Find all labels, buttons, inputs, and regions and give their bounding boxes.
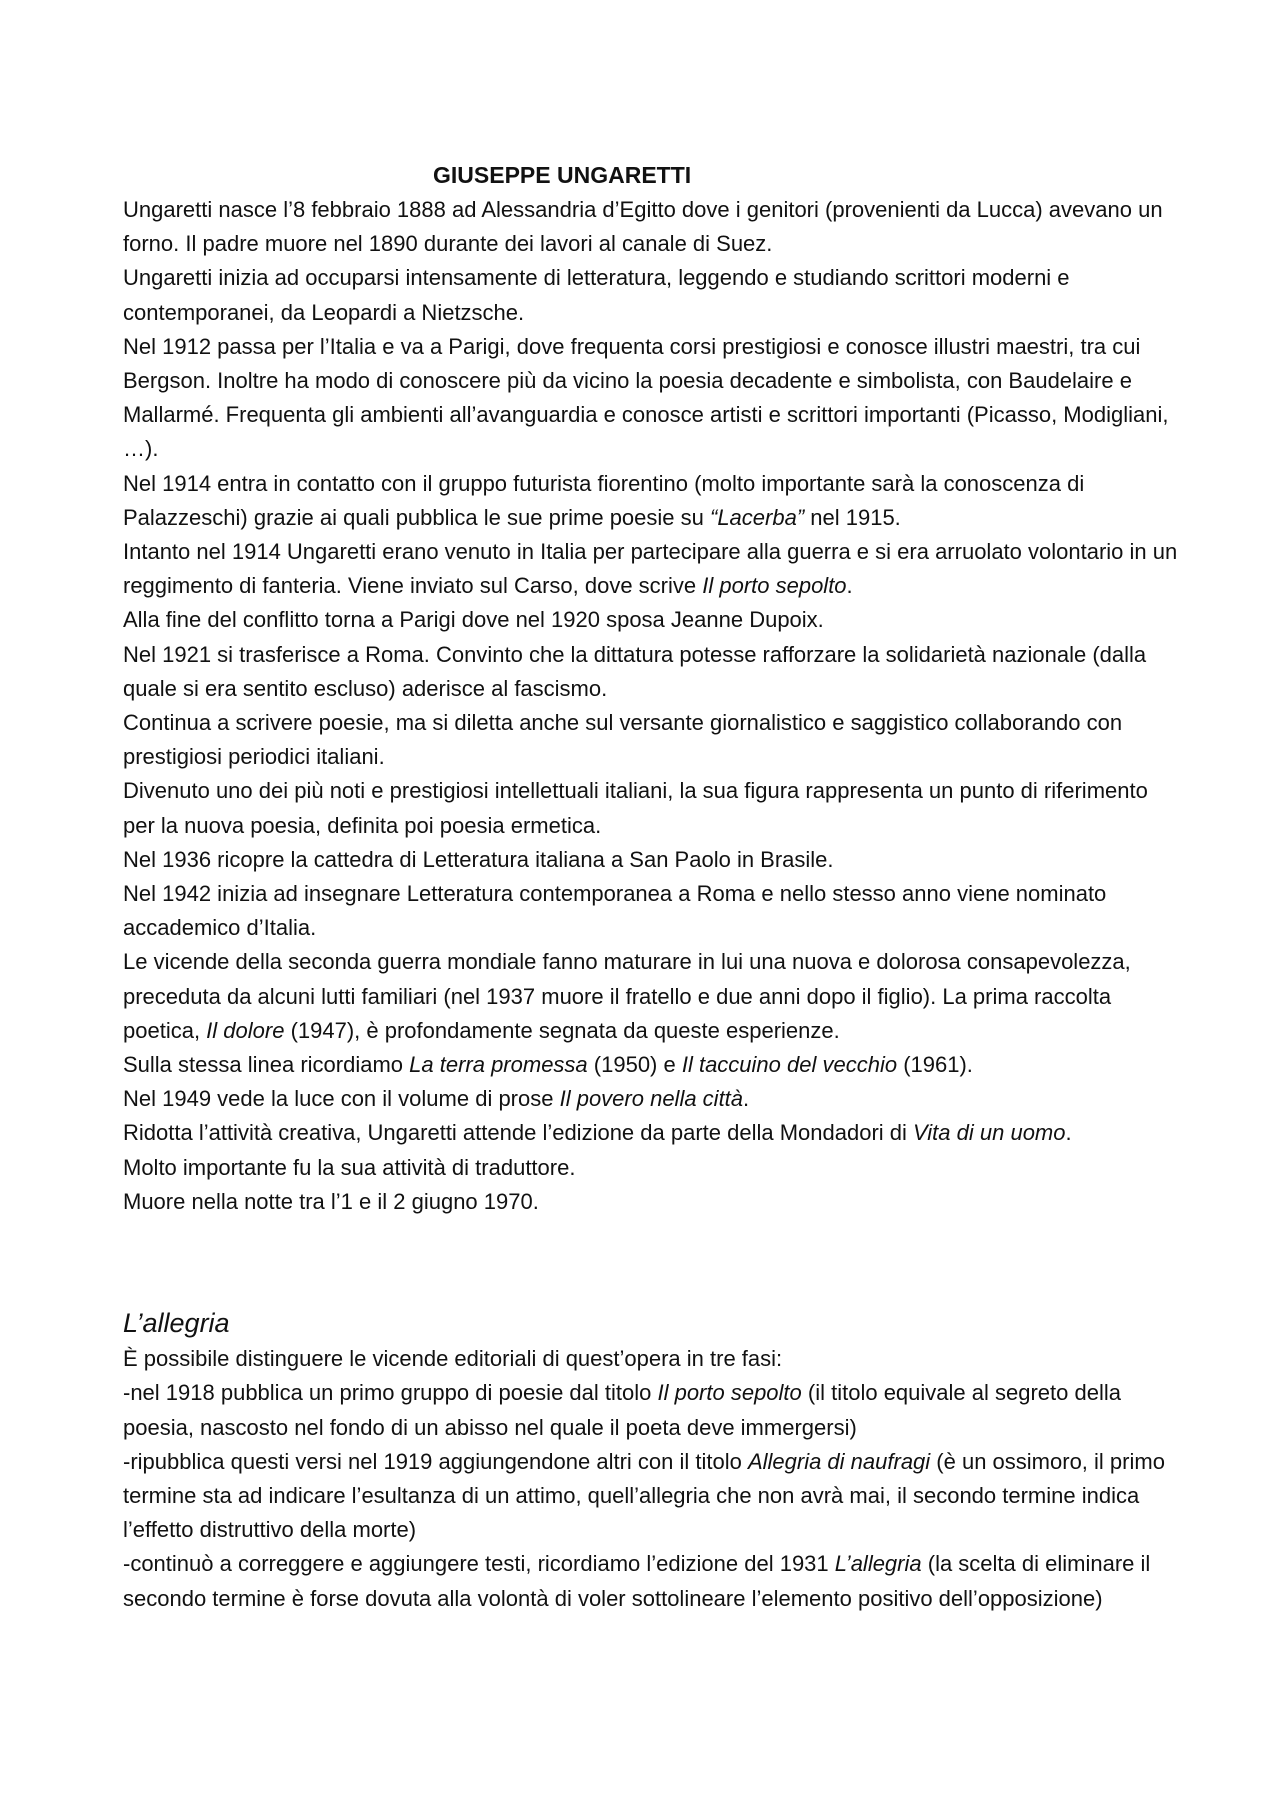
paragraph <box>123 1082 1183 1116</box>
paragraph-text: È possibile distinguere le vicende editoriali di quest’opera in tre fasi: <box>123 1346 783 1372</box>
paragraph-text: (è un ossimoro, il primo termine sta ad indicare l’esultanza di un attimo, quell’allegria che non avrà mai, il secondo termine indica l’effetto distruttivo della morte) <box>123 1448 1165 1543</box>
paragraph <box>123 330 1183 467</box>
paragraph-text: . <box>743 1086 750 1112</box>
italic-title-text: “Lacerba” <box>710 504 805 530</box>
section-spacer <box>123 1219 1183 1304</box>
allegria-section <box>123 1342 1183 1616</box>
paragraph-text: Sulla stessa linea ricordiamo <box>123 1052 410 1078</box>
italic-title-text: Allegria di naufragi <box>747 1448 931 1474</box>
italic-title-text: Il porto sepolto <box>702 573 847 599</box>
paragraph-text: Nel 1949 vede la luce con il volume di prose <box>123 1086 560 1112</box>
paragraph <box>123 193 1183 261</box>
paragraph-text: Muore nella notte tra l’1 e il 2 giugno 1970. <box>123 1188 539 1214</box>
paragraph <box>123 1048 1183 1082</box>
paragraph <box>123 1445 1183 1548</box>
italic-title-text: Vita di un uomo <box>913 1120 1066 1146</box>
paragraph-text: -continuò a correggere e aggiungere testi, ricordiamo l’edizione del 1931 <box>123 1551 835 1577</box>
paragraph-text: (1947), è profondamente segnata da queste esperienze. <box>284 1017 840 1043</box>
paragraph-text: (1961). <box>897 1052 973 1078</box>
paragraph-text: (la scelta di eliminare il secondo termine è forse dovuta alla volontà di voler sottolineare l’elemento positivo dell’opposizione) <box>123 1551 1151 1611</box>
paragraph-text: Intanto nel 1914 Ungaretti erano venuto in Italia per partecipare alla guerra e si era arruolato volontario in un reggimento di fanteria. Viene inviato sul Carso, dove scrive <box>123 539 1178 599</box>
paragraph-text: Alla fine del conflitto torna a Parigi dove nel 1920 sposa Jeanne Dupoix. <box>123 607 824 633</box>
italic-title-text: L’allegria <box>834 1551 922 1577</box>
paragraph-text: Nel 1936 ricopre la cattedra di Letteratura italiana a San Paolo in Brasile. <box>123 846 834 872</box>
paragraph <box>123 706 1183 774</box>
paragraph <box>123 638 1183 706</box>
document-body <box>123 160 1183 1616</box>
paragraph <box>123 1547 1183 1615</box>
italic-title-text: Il porto sepolto <box>657 1380 802 1406</box>
paragraph <box>123 261 1183 329</box>
biography-section <box>123 193 1183 1219</box>
paragraph <box>123 603 1183 637</box>
paragraph <box>123 1342 1183 1376</box>
paragraph-text: -nel 1918 pubblica un primo gruppo di poesie dal titolo <box>123 1380 658 1406</box>
paragraph-text: Ungaretti nasce l’8 febbraio 1888 ad Alessandria d’Egitto dove i genitori (provenienti da Lucca) avevano un forno. Il padre muore nel 1890 durante dei lavori al canale di Suez. <box>123 197 1163 257</box>
paragraph-text: . <box>1065 1120 1072 1146</box>
paragraph-text: nel 1915. <box>804 504 901 530</box>
paragraph <box>123 774 1183 842</box>
paragraph <box>123 843 1183 877</box>
paragraph-text: Nel 1942 inizia ad insegnare Letteratura contemporanea a Roma e nello stesso anno viene nominato accademico d’Italia. <box>123 881 1107 941</box>
italic-title-text: La terra promessa <box>409 1052 588 1078</box>
paragraph-text: Molto importante fu la sua attività di traduttore. <box>123 1154 576 1180</box>
italic-title-text: Il povero nella città <box>559 1086 744 1112</box>
paragraph-text: Continua a scrivere poesie, ma si diletta anche sul versante giornalistico e saggistico collaborando con prestigiosi periodici italiani. <box>123 710 1123 770</box>
italic-title-text: Il dolore <box>206 1017 285 1043</box>
paragraph-text: Nel 1914 entra in contatto con il gruppo futurista fiorentino (molto importante sarà la conoscenza di Palazzeschi) grazie ai quali pubblica le sue prime poesie su <box>123 470 1085 530</box>
paragraph <box>123 1116 1183 1150</box>
italic-title-text: Il taccuino del vecchio <box>681 1052 898 1078</box>
paragraph-text: Ridotta l’attività creativa, Ungaretti attende l’edizione da parte della Mondadori di <box>123 1120 914 1146</box>
paragraph <box>123 535 1183 603</box>
page-title: GIUSEPPE UNGARETTI <box>433 162 692 188</box>
paragraph-text: (il titolo equivale al segreto della poesia, nascosto nel fondo di un abisso nel quale il poeta deve immergersi) <box>123 1380 1121 1440</box>
paragraph <box>123 467 1183 535</box>
paragraph-text: Nel 1912 passa per l’Italia e va a Parigi, dove frequenta corsi prestigiosi e conosce illustri maestri, tra cui Bergson. Inoltre ha modo di conoscere più da vicino la poesia decadente e simbolista, con Baudelaire e Mallarmé. Frequenta gli ambienti all’avanguardia e conosce artisti e scrittori importanti (Picasso, Modigliani, …). <box>123 333 1169 462</box>
paragraph-text: . <box>846 573 853 599</box>
paragraph <box>123 1376 1183 1444</box>
paragraph-text: -ripubblica questi versi nel 1919 aggiungendone altri con il titolo <box>123 1448 748 1474</box>
paragraph <box>123 1151 1183 1185</box>
paragraph-text: (1950) e <box>587 1052 682 1078</box>
paragraph-text: Divenuto uno dei più noti e prestigiosi intellettuali italiani, la sua figura rappresenta un punto di riferimento per la nuova poesia, definita poi poesia ermetica. <box>123 778 1148 838</box>
paragraph <box>123 1185 1183 1219</box>
paragraph <box>123 877 1183 945</box>
paragraph <box>123 945 1183 1048</box>
section-title: L’allegria <box>123 1308 230 1339</box>
paragraph-text: Nel 1921 si trasferisce a Roma. Convinto che la dittatura potesse rafforzare la solidarietà nazionale (dalla quale si era sentito escluso) aderisce al fascismo. <box>123 641 1147 701</box>
paragraph-text: Le vicende della seconda guerra mondiale fanno maturare in lui una nuova e dolorosa consapevolezza, preceduta da alcuni lutti familiari (nel 1937 muore il fratello e due anni dopo il figlio). La prima raccolta poetica, <box>123 949 1131 1043</box>
paragraph-text: Ungaretti inizia ad occuparsi intensamente di letteratura, leggendo e studiando scrittori moderni e contemporanei, da Leopardi a Nietzsche. <box>123 265 1070 325</box>
